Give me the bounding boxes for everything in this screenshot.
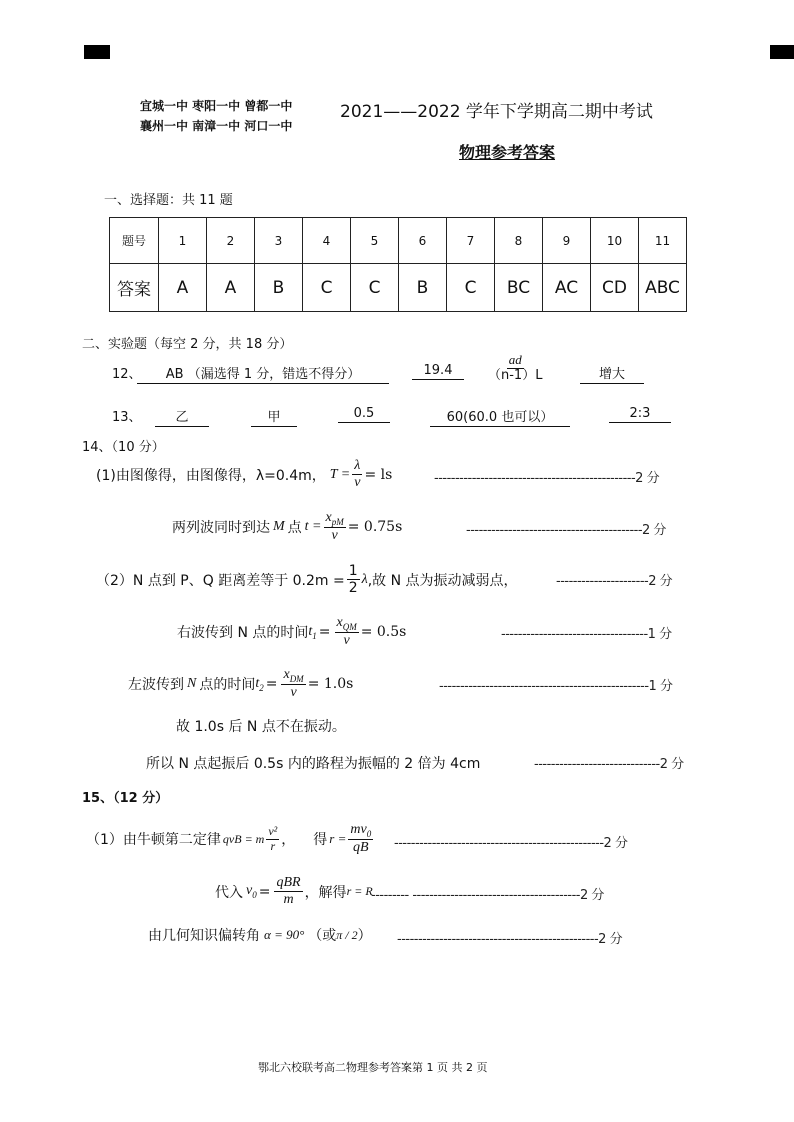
table-cell: CD xyxy=(591,264,639,312)
q14-line-5-num: x xyxy=(283,667,290,682)
answer-table xyxy=(109,217,687,312)
q14-line-2-point: 点 xyxy=(287,520,302,537)
q12-answer-4: 增大 xyxy=(580,363,644,384)
q14-line-4-t: t xyxy=(308,623,313,639)
q15-line-3-pi: π / 2 xyxy=(336,927,358,942)
q15-line-2-get: ，解得 xyxy=(304,884,347,901)
q14-line-4-result: = 0.5s xyxy=(360,624,407,641)
table-cell: 11 xyxy=(639,218,687,264)
q15-line-1-comma: ， xyxy=(281,832,296,849)
q14-line-2-num: x xyxy=(325,510,332,525)
q12-answer-3 xyxy=(484,353,546,384)
q12-frac-numerator: ad xyxy=(508,352,522,367)
q14-line-3-score: ----------------------2 分 xyxy=(556,574,673,589)
q14-line-5-point: 点的时间 xyxy=(199,677,256,694)
q15-line-3-score: ------------------------------------------------2 分 xyxy=(397,932,623,947)
q14-line-5: 左波传到 N 点的时间 $t_2$ = $\frac{x_{DM}}{v}$ = 1.0s xyxy=(128,667,354,701)
q14-line-2-score: ------------------------------------------2 分 xyxy=(466,523,666,538)
q15-line-1 xyxy=(86,822,375,856)
q14-line-2-m: M xyxy=(273,519,285,535)
q14-line-5-n: N xyxy=(187,676,197,692)
table-row-answers xyxy=(110,264,687,312)
page-title: 2021——2022 学年下学期高二期中考试 xyxy=(340,102,653,122)
q15-line-1-text: （1）由牛顿第二定律 xyxy=(86,832,221,849)
table-cell: C xyxy=(303,264,351,312)
corner-mark-left xyxy=(84,45,110,59)
q15-line-1-den2: qB xyxy=(353,840,369,856)
q15-line-3-text: 由几何知识偏转角 xyxy=(148,928,260,944)
q15-line-2-score: --------- ----------------------------------------2 分 xyxy=(371,888,604,903)
table-cell: 5 xyxy=(351,218,399,264)
table-row-numbers xyxy=(110,218,687,264)
table-cell: C xyxy=(351,264,399,312)
q14-line-1-result: = ls xyxy=(364,466,393,483)
q14-line-5-den: v xyxy=(290,685,297,701)
q15-line-1-r: r = xyxy=(329,831,347,847)
q14-line-1-t: T = xyxy=(329,466,351,482)
q15-line-1-lhs: qvB = m xyxy=(222,831,265,846)
table-cell: 4 xyxy=(303,218,351,264)
q14-line-2 xyxy=(172,510,402,544)
q12-answer-2: 19.4 xyxy=(412,363,464,380)
q14-line-2-num-sub: pM xyxy=(331,516,344,527)
q14-line-4-t-sub: 1 xyxy=(312,630,317,641)
q13-number: 13、 xyxy=(112,410,142,425)
q14-line-5-num-sub: DM xyxy=(289,673,304,684)
q14-line-4-text: 右波传到 N 点的时间 xyxy=(177,625,309,642)
q15-line-3-or: （或 xyxy=(308,928,337,944)
q15-line-3 xyxy=(148,925,372,945)
q15-line-2-num: qBR xyxy=(274,875,302,892)
page-footer: 鄂北六校联考高二物理参考答案第 1 页 共 2 页 xyxy=(258,1061,488,1074)
q15-line-2-text: 代入 xyxy=(215,884,243,901)
school-line-2: 襄州一中 南漳一中 河口一中 xyxy=(140,119,293,133)
q15-line-2-result: r = R xyxy=(346,884,373,899)
q14-line-3-num: 1 xyxy=(348,563,358,579)
q14-line-7-score: ------------------------------2 分 xyxy=(534,757,684,772)
table-cell: AC xyxy=(543,264,591,312)
page-subtitle: 物理参考答案 xyxy=(459,143,556,162)
q15-line-1-score: --------------------------------------------------2 分 xyxy=(394,836,628,851)
q14-line-7: 所以 N 点起振后 0.5s 内的路程为振幅的 2 倍为 4cm xyxy=(146,756,481,772)
q15-heading: 15、（12 分） xyxy=(82,791,169,806)
q14-line-2-den: v xyxy=(331,528,338,544)
q14-line-1-num: λ xyxy=(352,458,362,475)
q15-line-2 xyxy=(215,875,373,908)
q14-line-4: 右波传到 N 点的时间 $t_1$ = $\frac{x_{QM}}{v}$ = 0.5s xyxy=(177,615,407,649)
q15-line-2-den: m xyxy=(283,892,294,908)
table-cell: 2 xyxy=(207,218,255,264)
table-cell: B xyxy=(399,264,447,312)
q14-line-2-result: = 0.75s xyxy=(347,519,403,536)
q13-answer-4: 60(60.0 也可以） xyxy=(430,406,570,427)
q14-line-3-text: （2）N 点到 P、Q 距离差等于 0.2m = xyxy=(96,572,345,589)
q14-line-2-text: 两列波同时到达 xyxy=(172,520,270,537)
q15-line-1-get: 得 xyxy=(313,832,328,849)
q14-line-1-score: ------------------------------------------------2 分 xyxy=(434,471,660,486)
school-list xyxy=(140,96,292,136)
q13-answer-5: 2:3 xyxy=(609,406,671,423)
table-cell: 6 xyxy=(399,218,447,264)
q14-line-5-t: t xyxy=(255,675,260,691)
q14-line-4-num-sub: QM xyxy=(342,621,357,632)
q14-line-3-den: 2 xyxy=(348,580,358,597)
q15-line-3-close: ） xyxy=(357,928,372,944)
table-cell: C xyxy=(447,264,495,312)
table-cell: 8 xyxy=(495,218,543,264)
school-line-1: 宜城一中 枣阳一中 曾都一中 xyxy=(140,99,293,113)
q14-line-2-t: t = xyxy=(304,519,322,535)
q15-line-2-eq: = xyxy=(258,883,271,900)
q15-line-2-v: v xyxy=(246,883,253,899)
q14-line-3-lambda: λ xyxy=(361,571,368,587)
q15-line-1-num2-sub: 0 xyxy=(366,828,372,839)
section-2-heading: 二、实验题（每空 2 分，共 18 分） xyxy=(82,337,293,352)
section-1-heading: 一、选择题：共 11 题 xyxy=(104,193,233,208)
q14-line-5-score: --------------------------------------------------1 分 xyxy=(439,679,673,694)
table-cell: B xyxy=(255,264,303,312)
q14-line-5-t-sub: 2 xyxy=(259,682,264,693)
q14-line-4-den: v xyxy=(343,633,350,649)
q13-answer-2: 甲 xyxy=(251,406,297,427)
q13-answer-3: 0.5 xyxy=(338,406,390,423)
q12-number: 12、 xyxy=(112,367,142,382)
q15-line-2-v-sub: 0 xyxy=(252,889,257,900)
q15-line-1-num: v² xyxy=(268,823,278,838)
table-cell: A xyxy=(207,264,255,312)
table-cell: BC xyxy=(495,264,543,312)
q14-line-5-result: = 1.0s xyxy=(307,676,354,693)
table-cell: ABC xyxy=(639,264,687,312)
table-cell: 7 xyxy=(447,218,495,264)
q14-line-3 xyxy=(96,563,518,596)
q15-line-1-num2: mv xyxy=(350,822,367,837)
table-cell: 1 xyxy=(159,218,207,264)
q12-frac-denominator: （n-1）L xyxy=(488,367,543,383)
table-cell: 10 xyxy=(591,218,639,264)
q14-line-1 xyxy=(96,458,392,491)
row-label-number: 题号 xyxy=(110,218,159,264)
q14-line-4-num: x xyxy=(336,615,343,630)
q15-line-3-alpha: α = 90° xyxy=(264,927,305,942)
q12-answer-1: AB （漏选得 1 分，错选不得分） xyxy=(137,363,389,384)
q14-line-1-den: v xyxy=(354,475,361,491)
row-label-answer: 答案 xyxy=(110,264,159,312)
q14-line-4-score: -----------------------------------1 分 xyxy=(501,627,672,642)
q13-answer-1: 乙 xyxy=(155,406,209,427)
q14-line-5-text: 左波传到 xyxy=(128,677,184,694)
corner-mark-right xyxy=(770,45,794,59)
table-cell: 3 xyxy=(255,218,303,264)
q14-line-3-rest: ,故 N 点为振动减弱点， xyxy=(367,572,518,589)
table-cell: A xyxy=(159,264,207,312)
q15-line-1-den: r xyxy=(270,838,276,853)
q14-line-1-text: (1)由图像得，由图像得，λ=0.4m， xyxy=(96,467,326,484)
q14-heading: 14、（10 分） xyxy=(82,440,165,455)
table-cell: 9 xyxy=(543,218,591,264)
q14-line-6: 故 1.0s 后 N 点不在振动。 xyxy=(176,719,346,735)
